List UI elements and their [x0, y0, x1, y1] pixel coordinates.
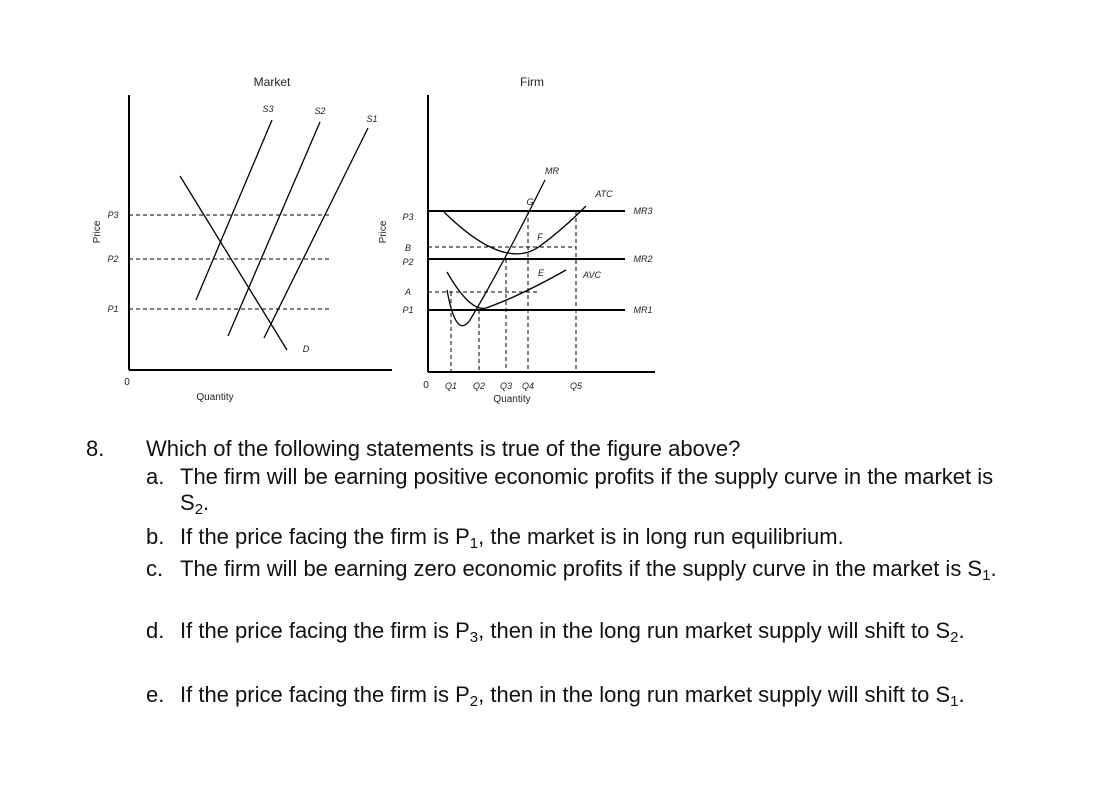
market-title: Market [253, 75, 291, 89]
option-text-part: , then in the long run market supply will shift to S [478, 618, 951, 643]
market-demand-label: D [302, 344, 310, 354]
firm-price-tick-p1: P1 [402, 305, 414, 315]
option-letter: a. [146, 464, 165, 489]
option-text [180, 524, 1020, 557]
option-text [180, 556, 1020, 589]
option-text-part: . [203, 490, 210, 515]
question-stem: Which of the following statements is true of the figure above? [146, 436, 741, 461]
market-supply-label-s3: S3 [262, 104, 274, 114]
firm-atc-label: ATC [595, 189, 613, 199]
option-text-part: . [958, 618, 965, 643]
firm-price-tick-a: A [404, 287, 412, 297]
firm-mr-curve-label: MR [545, 166, 559, 176]
market-price-tick-p2: P2 [107, 254, 119, 264]
option-subscript: 2 [194, 501, 204, 518]
firm-mr2-label: MR2 [633, 254, 653, 264]
firm-avc-label: AVC [582, 270, 602, 280]
option-text-part: The firm will be earning zero economic profits if the supply curve in the market is S [180, 556, 983, 581]
market-supply-curve-s2 [228, 122, 320, 336]
firm-quantity-tick-q5: Q5 [569, 381, 583, 391]
firm-quantity-tick-q4: Q4 [521, 381, 535, 391]
market-price-tick-p3: P3 [107, 210, 119, 220]
firm-point-label-f: F [537, 232, 543, 242]
firm-mr1-label: MR1 [633, 305, 653, 315]
market-price-tick-p1: P1 [107, 304, 119, 314]
option-subscript: 1 [982, 567, 991, 584]
firm-y-axis-label: Price [378, 220, 389, 244]
market-supply-curve-s3 [196, 120, 272, 300]
firm-title: Firm [520, 75, 544, 89]
option-text-part: The firm will be earning positive economic profits if the supply curve in the market is S [180, 464, 994, 515]
option-letter: e. [146, 682, 165, 707]
option-text [180, 682, 1020, 715]
firm-point-label-e: E [537, 268, 545, 278]
option-text [180, 618, 1020, 651]
firm-quantity-tick-q1: Q1 [444, 381, 458, 391]
option-subscript: 2 [469, 693, 479, 710]
option-subscript: 1 [950, 693, 959, 710]
market-y-axis-label: Price [92, 220, 103, 244]
option-text-part: , then in the long run market supply will shift to S [478, 682, 951, 707]
question-number: 8. [86, 436, 105, 461]
option-subscript: 3 [469, 629, 479, 646]
market-origin-label: 0 [124, 377, 130, 388]
firm-quantity-tick-q3: Q3 [499, 381, 513, 391]
market-supply-curve-s1 [264, 128, 368, 338]
option-text-part: . [990, 556, 997, 581]
firm-price-tick-p2: P2 [402, 257, 414, 267]
firm-mr3-label: MR3 [633, 206, 653, 216]
option-text-part: If the price facing the firm is P [180, 524, 470, 549]
option-letter: c. [146, 556, 164, 581]
firm-quantity-tick-q2: Q2 [472, 381, 486, 391]
option-letter: b. [146, 524, 165, 549]
option-text-part: If the price facing the firm is P [180, 618, 470, 643]
firm-x-axis-label: Quantity [493, 394, 531, 405]
firm-price-tick-b: B [404, 243, 412, 253]
market-graph [92, 75, 392, 403]
option-text-part: . [958, 682, 965, 707]
option-text [180, 464, 1020, 523]
firm-price-tick-p3: P3 [402, 212, 414, 222]
market-supply-label-s2: S2 [314, 106, 326, 116]
firm-graph [378, 75, 655, 405]
option-subscript: 2 [950, 629, 959, 646]
firm-point-label-g: G [526, 197, 534, 207]
option-subscript: 1 [469, 535, 479, 552]
option-letter: d. [146, 618, 165, 643]
market-x-axis-label: Quantity [196, 392, 234, 403]
option-text-part: If the price facing the firm is P [180, 682, 470, 707]
firm-origin-label: 0 [423, 380, 429, 391]
option-text-part: , the market is in long run equilibrium. [478, 524, 844, 549]
market-supply-label-s1: S1 [366, 114, 378, 124]
